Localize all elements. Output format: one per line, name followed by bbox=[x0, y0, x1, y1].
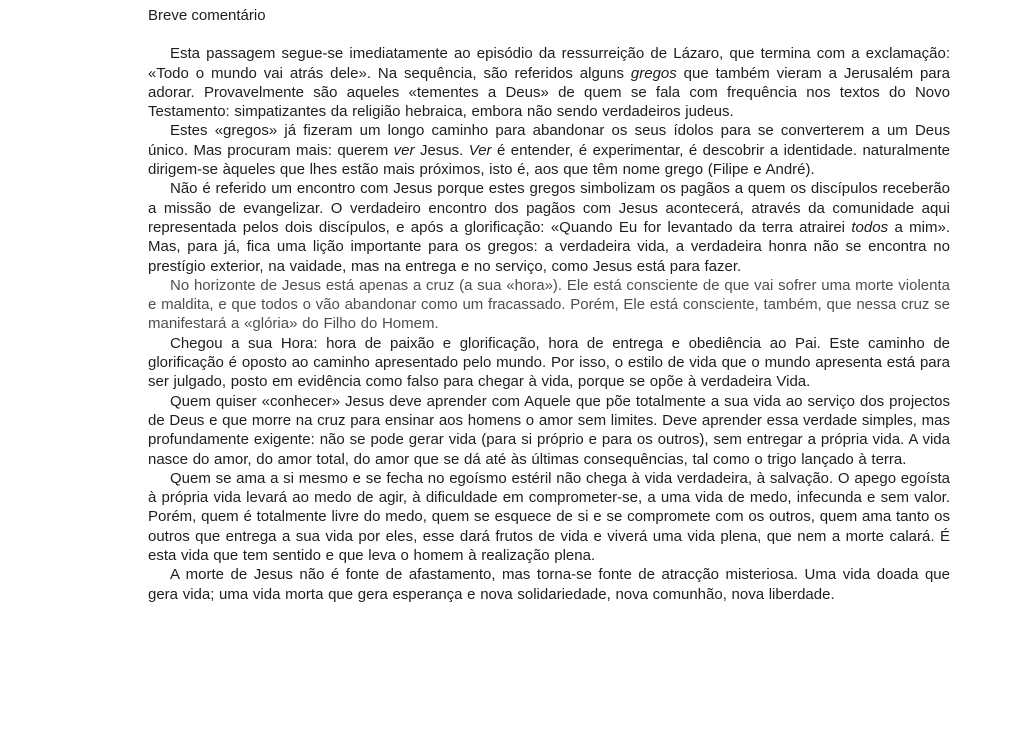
paragraph bbox=[148, 179, 950, 275]
paragraph bbox=[148, 469, 950, 565]
commentary-text-block bbox=[148, 6, 950, 604]
text-run: Não é referido um encontro com Jesus porque estes gregos simbolizam os pagãos a quem os discípulos receberão a missão de evangelizar. O verdadeiro encontro dos pagãos com Jesus acontecerá, através da comunidade aqui representada pelos dois discípulos, e após a glorificação: «Quando Eu for levantado da terra atrairei bbox=[148, 180, 950, 236]
text-run: Chegou a sua Hora: hora de paixão e glorificação, hora de entrega e obediência ao Pai. Este caminho de glorificação é oposto ao caminho apresentado pelo mundo. Por isso, o estilo de vida que o mundo apresenta está para ser julgado, posto em evidência como falso para chegar à vida, porque se opõe à verdadeira Vida. bbox=[148, 334, 950, 391]
text-run: No horizonte de Jesus está apenas a cruz (a sua «hora»). Ele está consciente de que vai sofrer uma morte violenta e maldita, e que todos o vão abandonar como um fracassado. Porém, Ele está consciente, também, que nessa cruz se manifestará a «glória» do Filho do Homem. bbox=[148, 276, 950, 333]
italic-text-run: ver bbox=[393, 141, 415, 159]
text-run: Jesus. bbox=[414, 141, 469, 159]
text-run: Estes «gregos» já fizeram um longo caminho para abandonar os seus ídolos para se converterem a um Deus único. Mas procuram mais: querem bbox=[148, 122, 950, 159]
text-run: Quem quiser «conhecer» Jesus deve aprender com Aquele que põe totalmente a sua vida ao serviço dos projectos de Deus e que morre na cruz para ensinar aos homens o amor sem limites. Deve aprender essa verdade simples, mas profundamente exigente: não se pode gerar vida (para si próprio e para os outros), sem entregar a própria vida. A vida nasce do amor, do amor total, do amor que se dá até às últimas consequências, tal como o trigo lançado à terra. bbox=[148, 392, 950, 468]
italic-text-run: todos bbox=[851, 218, 889, 236]
paragraph bbox=[148, 44, 950, 121]
text-run: Esta passagem segue-se imediatamente ao episódio da ressurreição de Lázaro, que termina com a exclamação: «Todo o mundo vai atrás dele». Na sequência, são referidos alguns bbox=[148, 45, 950, 82]
paragraph bbox=[148, 276, 950, 334]
italic-text-run: Ver bbox=[468, 141, 492, 159]
paragraph bbox=[148, 392, 950, 469]
text-run: a mim». Mas, para já, fica uma lição importante para os gregos: a verdadeira vida, a verdadeira honra não se encontra no prestígio exterior, na vaidade, mas na entrega e no serviço, como Jesus está para fazer. bbox=[148, 218, 950, 275]
text-run: Quem se ama a si mesmo e se fecha no egoísmo estéril não chega à vida verdadeira, à salvação. O apego egoísta à própria vida levará ao medo de agir, à dificuldade em comprometer-se, a uma vida de medo, infecunda e sem valor. Porém, quem é totalmente livre do medo, quem se esquece de si e se compromete com os outros, quem ama tanto os outros que entrega a sua vida por eles, esse dará frutos de vida e viverá uma vida plena, que nem a morte calará. É esta vida que tem sentido e que leva o homem à realização plena. bbox=[148, 469, 950, 565]
italic-text-run: gregos bbox=[630, 64, 677, 82]
text-run: é entender, é experimentar, é descobrir a identidade. naturalmente dirigem-se àqueles que lhes estão mais próximos, isto é, aos que têm nome grego (Filipe e André). bbox=[148, 141, 951, 179]
text-run: que também vieram a Jerusalém para adorar. Provavelmente são aqueles «tementes a Deus» de quem se fala com frequência nos textos do Novo Testamento: simpatizantes da religião hebraica, embora não sendo verdadeiros judeus. bbox=[148, 64, 950, 121]
paragraph bbox=[148, 121, 950, 179]
paragraph bbox=[148, 334, 950, 392]
commentary-body bbox=[148, 44, 950, 604]
text-run: A morte de Jesus não é fonte de afastamento, mas torna-se fonte de atracção misteriosa. Uma vida doada que gera vida; uma vida morta que gera esperança e nova solidariedade, nova comunhão, nova liberdade. bbox=[148, 566, 950, 603]
paragraph bbox=[148, 565, 950, 604]
page-title: Breve comentário bbox=[148, 7, 266, 24]
